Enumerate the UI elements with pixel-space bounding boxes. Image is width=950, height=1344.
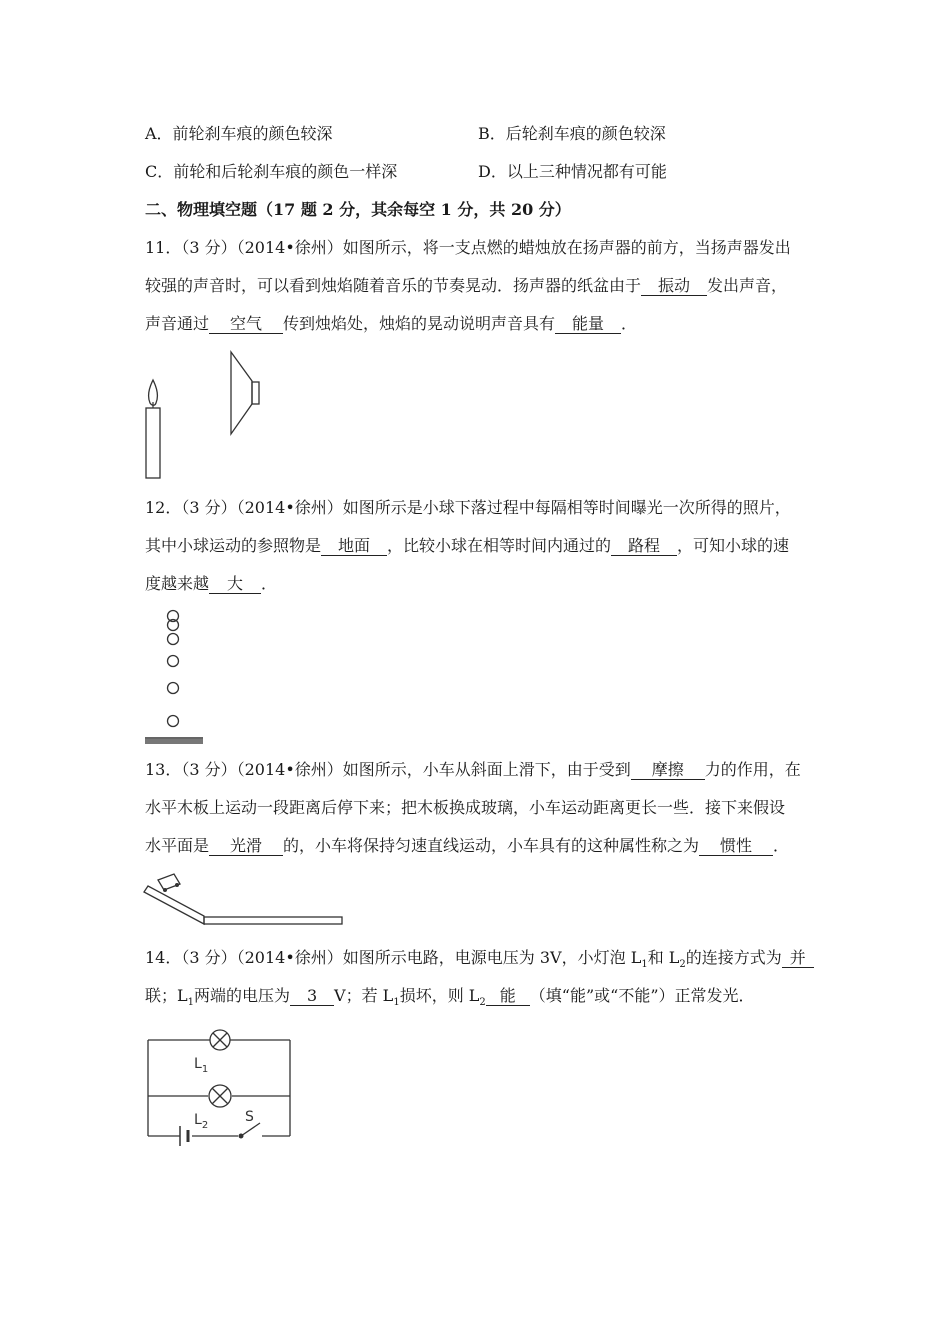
q13-answer-3: 惯性 bbox=[699, 837, 773, 856]
q13-line3-mid: 的，小车将保持匀速直线运动，小车具有的这种属性称之为 bbox=[283, 836, 700, 855]
q12-answer-2: 路程 bbox=[611, 537, 677, 556]
q12-line3 bbox=[145, 574, 277, 594]
q13-answer-1: 摩擦 bbox=[631, 761, 705, 780]
label-l1: $L_1$ bbox=[194, 1056, 209, 1075]
q11-line3 bbox=[145, 314, 637, 334]
option-c: C．前轮和后轮刹车痕的颜色一样深 bbox=[145, 162, 398, 181]
q12-line3-post: ． bbox=[261, 574, 278, 593]
section-title: 二、物理填空题（17 题 2 分，其余每空 1 分，共 20 分） bbox=[145, 200, 571, 219]
q14-answer-2: 3 bbox=[290, 987, 334, 1006]
q12-line2-post: ，可知小球的速 bbox=[677, 536, 790, 555]
battery-icon bbox=[180, 1126, 188, 1146]
q13-line3-pre: 水平面是 bbox=[145, 836, 210, 855]
incline-board-icon bbox=[144, 886, 204, 924]
q11-answer-3: 能量 bbox=[555, 315, 621, 334]
q12-answer-3: 大 bbox=[209, 575, 261, 594]
q12-line2-mid: ，比较小球在相等时间内通过的 bbox=[387, 536, 612, 555]
ball-icon bbox=[168, 656, 179, 667]
q11-line2-pre: 较强的声音时，可以看到烛焰随着音乐的节奏晃动．扬声器的纸盆由于 bbox=[145, 276, 642, 295]
q11-line3-pre: 声音通过 bbox=[145, 314, 210, 333]
q13-line3-post: ． bbox=[773, 836, 790, 855]
q14-sub-3: 1 bbox=[187, 997, 195, 1009]
candle-icon bbox=[146, 380, 160, 478]
q11-line3-mid: 传到烛焰处，烛焰的晃动说明声音具有 bbox=[283, 314, 556, 333]
q14-line2 bbox=[145, 986, 755, 1013]
q11-line2 bbox=[145, 276, 787, 296]
ball-icon bbox=[168, 634, 179, 645]
cart-icon bbox=[158, 874, 180, 892]
label-s: S bbox=[245, 1109, 254, 1125]
q14-line1 bbox=[145, 948, 814, 975]
q12-line3-pre: 度越来越 bbox=[145, 574, 210, 593]
q12-answer-1: 地面 bbox=[321, 537, 387, 556]
q14-answer-1: 并 bbox=[782, 949, 814, 968]
q14-line2-post: （填“能”或“不能”）正常发光． bbox=[529, 986, 755, 1005]
q11-line1: 11．（3 分）（2014•徐州）如图所示，将一支点燃的蜡烛放在扬声器的前方，当扬声器发出 bbox=[145, 238, 791, 257]
horizontal-board-icon bbox=[204, 917, 342, 924]
lamp-l2-icon bbox=[209, 1085, 231, 1107]
circuit-figure bbox=[140, 1026, 300, 1146]
q14-line1-mid: 和 L bbox=[647, 948, 680, 967]
q12-line1: 12．（3 分）（2014•徐州）如图所示是小球下落过程中每隔相等时间曝光一次所得的照片， bbox=[145, 498, 791, 517]
q14-sub-2: 2 bbox=[679, 959, 686, 971]
ball-icon bbox=[168, 683, 179, 694]
q13-line2: 水平木板上运动一段距离后停下来；把木板换成玻璃，小车运动距离更长一些．接下来假设 bbox=[145, 798, 786, 817]
ground-icon bbox=[145, 738, 203, 744]
q11-answer-1: 振动 bbox=[641, 277, 707, 296]
switch-icon bbox=[239, 1123, 261, 1139]
candle-speaker-figure bbox=[140, 348, 270, 480]
q14-sub-4: 1 bbox=[393, 997, 400, 1009]
q14-line2-pre: 联；L bbox=[145, 986, 188, 1005]
q13-line1-pre: 13．（3 分）（2014•徐州）如图所示，小车从斜面上滑下，由于受到 bbox=[145, 760, 631, 779]
q14-line1-pre: 14．（3 分）（2014•徐州）如图所示电路，电源电压为 3V，小灯泡 L bbox=[145, 948, 642, 967]
q12-line2-pre: 其中小球运动的参照物是 bbox=[145, 536, 322, 555]
option-b: B．后轮刹车痕的颜色较深 bbox=[478, 124, 666, 143]
q11-line2-post: 发出声音， bbox=[707, 276, 788, 295]
option-d: D．以上三种情况都有可能 bbox=[478, 162, 667, 181]
q13-line1-post: 力的作用，在 bbox=[704, 760, 801, 779]
q14-line2-mid3: 损坏，则 L bbox=[399, 986, 480, 1005]
q13-line3 bbox=[145, 836, 789, 856]
speaker-icon bbox=[231, 352, 259, 434]
option-a: A．前轮刹车痕的颜色较深 bbox=[145, 124, 333, 143]
q13-answer-2: 光滑 bbox=[209, 837, 283, 856]
q12-line2 bbox=[145, 536, 789, 556]
q11-answer-2: 空气 bbox=[209, 315, 283, 334]
label-l2: $L_2$ bbox=[194, 1112, 209, 1131]
q13-line1 bbox=[145, 760, 801, 780]
ball-icon bbox=[168, 716, 179, 727]
q14-line1-mid2: 的连接方式为 bbox=[685, 948, 782, 967]
incline-cart-figure bbox=[140, 868, 350, 932]
q14-sub-1: 1 bbox=[641, 959, 648, 971]
q14-sub-5: 2 bbox=[479, 997, 486, 1009]
q14-answer-3: 能 bbox=[486, 987, 530, 1006]
q14-line2-mid: 两端的电压为 bbox=[194, 986, 291, 1005]
q11-line3-post: ． bbox=[621, 314, 638, 333]
lamp-l1-icon bbox=[210, 1030, 230, 1050]
falling-ball-figure bbox=[140, 604, 210, 746]
q14-line2-mid2: V；若 L bbox=[334, 986, 394, 1005]
